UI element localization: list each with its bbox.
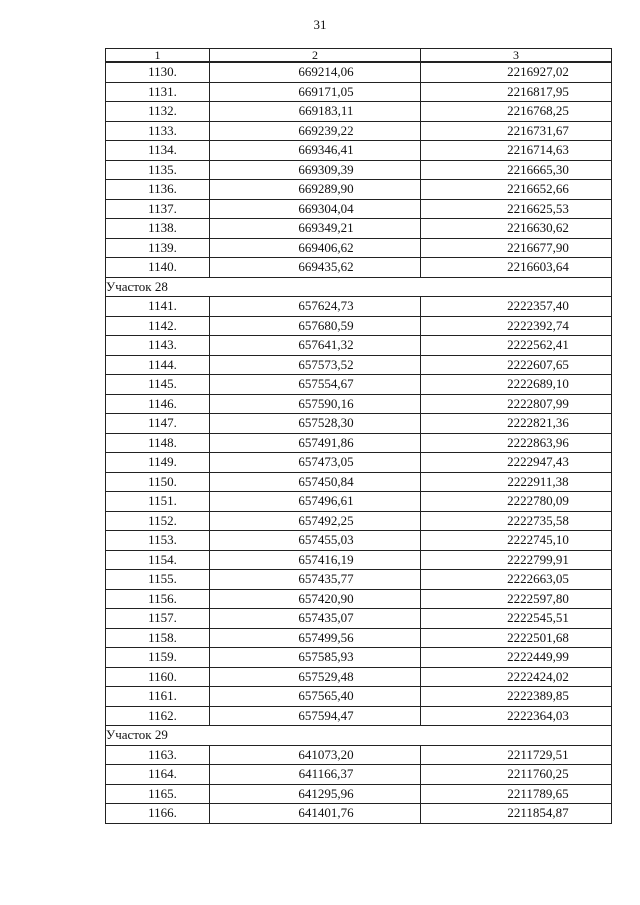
y-coordinate-cell-text: 2216665,30 [507, 161, 569, 177]
point-number-cell-text: 1134. [148, 142, 177, 157]
point-number-cell [106, 706, 210, 726]
y-coordinate-cell-text: 2216927,02 [507, 64, 569, 79]
point-number-cell-text: 1162. [148, 707, 177, 723]
y-coordinate-cell-text: 2216603,64 [507, 259, 569, 274]
x-coordinate-cell [210, 609, 421, 629]
x-coordinate-cell-text: 657573,52 [298, 356, 354, 372]
y-coordinate-cell-text: 2222449,99 [507, 649, 569, 664]
x-coordinate-cell [210, 531, 421, 551]
section-label: Участок 28 [106, 277, 612, 297]
point-number-cell-text: 1158. [148, 629, 177, 645]
x-coordinate-cell-text: 657450,84 [298, 473, 354, 489]
point-number-cell-text: 1132. [148, 103, 177, 118]
x-coordinate-cell-text: 657641,32 [298, 337, 354, 352]
table-row [106, 336, 612, 356]
x-coordinate-cell-text: 657529,48 [298, 668, 354, 684]
table-row [106, 238, 612, 258]
x-coordinate-cell-text: 669304,04 [298, 200, 354, 216]
x-coordinate-cell [210, 355, 421, 375]
table-row [106, 648, 612, 668]
point-number-cell [106, 180, 210, 200]
y-coordinate-cell [421, 62, 612, 82]
point-number-cell-text: 1151. [148, 493, 177, 508]
table-row [106, 219, 612, 239]
point-number-cell [106, 745, 210, 765]
table-row [106, 784, 612, 804]
y-coordinate-cell [421, 394, 612, 414]
x-coordinate-cell [210, 62, 421, 82]
coordinates-table [105, 48, 612, 824]
y-coordinate-cell [421, 784, 612, 804]
y-coordinate-cell [421, 628, 612, 648]
point-number-cell [106, 316, 210, 336]
point-number-cell [106, 394, 210, 414]
x-coordinate-cell-text: 657420,90 [298, 590, 354, 606]
table-row [106, 102, 612, 122]
x-coordinate-cell-text: 641166,37 [298, 766, 354, 781]
y-coordinate-cell [421, 180, 612, 200]
point-number-cell [106, 687, 210, 707]
x-coordinate-cell [210, 316, 421, 336]
point-number-cell-text: 1139. [148, 239, 177, 255]
x-coordinate-cell-text: 641401,76 [298, 805, 354, 820]
point-number-cell [106, 433, 210, 453]
x-coordinate-cell-text: 657565,40 [298, 688, 354, 703]
y-coordinate-cell-text: 2222424,02 [507, 668, 569, 684]
table-row [106, 375, 612, 395]
y-coordinate-cell-text: 2211760,25 [507, 766, 569, 781]
y-coordinate-cell-text: 2222689,10 [507, 376, 569, 391]
y-coordinate-cell-text: 2222780,09 [507, 493, 569, 508]
y-coordinate-cell-text: 2216768,25 [507, 103, 569, 118]
point-number-cell-text: 1160. [148, 668, 177, 684]
x-coordinate-cell-text: 657455,03 [298, 532, 354, 547]
y-coordinate-cell-text: 2222607,65 [507, 356, 569, 372]
point-number-cell [106, 511, 210, 531]
x-coordinate-cell [210, 219, 421, 239]
x-coordinate-cell [210, 375, 421, 395]
point-number-cell-text: 1130. [148, 64, 177, 79]
x-coordinate-cell-text: 657528,30 [298, 415, 354, 430]
table-row [106, 297, 612, 317]
x-coordinate-cell [210, 511, 421, 531]
point-number-cell-text: 1143. [148, 337, 177, 352]
point-number-cell [106, 784, 210, 804]
y-coordinate-cell-text: 2216731,67 [507, 122, 569, 138]
y-coordinate-cell [421, 102, 612, 122]
table-header-row [106, 49, 612, 63]
point-number-cell [106, 199, 210, 219]
table-row [106, 141, 612, 161]
x-coordinate-cell-text: 657496,61 [298, 493, 354, 508]
x-coordinate-cell [210, 121, 421, 141]
point-number-cell [106, 355, 210, 375]
point-number-cell [106, 609, 210, 629]
point-number-cell [106, 141, 210, 161]
table-row [106, 628, 612, 648]
x-coordinate-cell [210, 570, 421, 590]
point-number-cell-text: 1131. [148, 83, 177, 99]
point-number-cell-text: 1165. [148, 785, 177, 801]
y-coordinate-cell [421, 414, 612, 434]
y-coordinate-cell [421, 492, 612, 512]
x-coordinate-cell-text: 669435,62 [298, 259, 354, 274]
y-coordinate-cell-text: 2211854,87 [507, 805, 569, 820]
coordinates-table-body [106, 49, 612, 824]
x-coordinate-cell-text: 657492,25 [298, 512, 354, 528]
header-col-1: 1 [106, 49, 210, 63]
y-coordinate-cell [421, 82, 612, 102]
point-number-cell-text: 1148. [148, 434, 177, 450]
x-coordinate-cell-text: 657585,93 [298, 649, 354, 664]
x-coordinate-cell-text: 641295,96 [298, 785, 354, 801]
x-coordinate-cell-text: 669406,62 [298, 239, 354, 255]
section-label: Участок 29 [106, 726, 612, 746]
point-number-cell [106, 336, 210, 356]
x-coordinate-cell-text: 657491,86 [298, 434, 354, 450]
x-coordinate-cell [210, 648, 421, 668]
point-number-cell [106, 62, 210, 82]
point-number-cell [106, 570, 210, 590]
table-row [106, 258, 612, 278]
x-coordinate-cell-text: 657473,05 [298, 454, 354, 469]
y-coordinate-cell [421, 219, 612, 239]
point-number-cell-text: 1149. [148, 454, 177, 469]
x-coordinate-cell-text: 669239,22 [298, 122, 354, 138]
x-coordinate-cell [210, 160, 421, 180]
x-coordinate-cell [210, 102, 421, 122]
x-coordinate-cell-text: 657594,47 [298, 707, 354, 723]
x-coordinate-cell-text: 669214,06 [298, 64, 354, 79]
table-row [106, 667, 612, 687]
y-coordinate-cell [421, 316, 612, 336]
table-row [106, 589, 612, 609]
point-number-cell [106, 492, 210, 512]
x-coordinate-cell [210, 765, 421, 785]
table-row [106, 82, 612, 102]
y-coordinate-cell-text: 2216652,66 [507, 181, 569, 196]
x-coordinate-cell-text: 641073,20 [298, 746, 354, 762]
y-coordinate-cell-text: 2222947,43 [507, 454, 569, 469]
x-coordinate-cell-text: 657435,07 [298, 610, 354, 625]
y-coordinate-cell-text: 2222501,68 [507, 629, 569, 645]
header-col-3: 3 [421, 49, 612, 63]
section-row [106, 726, 612, 746]
y-coordinate-cell [421, 238, 612, 258]
x-coordinate-cell [210, 180, 421, 200]
point-number-cell-text: 1141. [148, 298, 177, 313]
y-coordinate-cell [421, 706, 612, 726]
point-number-cell [106, 238, 210, 258]
point-number-cell [106, 121, 210, 141]
x-coordinate-cell-text: 669171,05 [298, 83, 354, 99]
y-coordinate-cell-text: 2222745,10 [507, 532, 569, 547]
y-coordinate-cell [421, 297, 612, 317]
point-number-cell [106, 550, 210, 570]
point-number-cell [106, 648, 210, 668]
x-coordinate-cell [210, 550, 421, 570]
point-number-cell [106, 531, 210, 551]
point-number-cell-text: 1156. [148, 590, 177, 606]
table-row [106, 355, 612, 375]
y-coordinate-cell [421, 336, 612, 356]
y-coordinate-cell [421, 160, 612, 180]
point-number-cell [106, 589, 210, 609]
point-number-cell-text: 1138. [148, 220, 177, 235]
table-row [106, 414, 612, 434]
point-number-cell-text: 1159. [148, 649, 177, 664]
y-coordinate-cell-text: 2222807,99 [507, 395, 569, 411]
x-coordinate-cell [210, 492, 421, 512]
y-coordinate-cell [421, 765, 612, 785]
point-number-cell [106, 667, 210, 687]
table-row [106, 511, 612, 531]
point-number-cell-text: 1144. [148, 356, 177, 372]
point-number-cell-text: 1154. [148, 551, 177, 567]
y-coordinate-cell [421, 667, 612, 687]
x-coordinate-cell-text: 669349,21 [298, 220, 354, 235]
y-coordinate-cell [421, 141, 612, 161]
x-coordinate-cell-text: 657499,56 [298, 629, 354, 645]
y-coordinate-cell [421, 121, 612, 141]
table-row [106, 706, 612, 726]
x-coordinate-cell [210, 199, 421, 219]
table-row [106, 492, 612, 512]
y-coordinate-cell-text: 2216677,90 [507, 239, 569, 255]
x-coordinate-cell-text: 657680,59 [298, 317, 354, 333]
y-coordinate-cell [421, 433, 612, 453]
x-coordinate-cell-text: 669289,90 [298, 181, 354, 196]
y-coordinate-cell [421, 199, 612, 219]
point-number-cell [106, 375, 210, 395]
point-number-cell-text: 1153. [148, 532, 177, 547]
point-number-cell [106, 297, 210, 317]
x-coordinate-cell-text: 669183,11 [298, 103, 354, 118]
y-coordinate-cell-text: 2222663,05 [507, 571, 569, 586]
x-coordinate-cell [210, 706, 421, 726]
x-coordinate-cell [210, 297, 421, 317]
x-coordinate-cell [210, 414, 421, 434]
point-number-cell [106, 82, 210, 102]
header-col-2: 2 [210, 49, 421, 63]
y-coordinate-cell-text: 2222545,51 [507, 610, 569, 625]
y-coordinate-cell [421, 589, 612, 609]
y-coordinate-cell [421, 511, 612, 531]
x-coordinate-cell [210, 745, 421, 765]
y-coordinate-cell [421, 687, 612, 707]
point-number-cell [106, 258, 210, 278]
y-coordinate-cell-text: 2222392,74 [507, 317, 569, 333]
section-row [106, 277, 612, 297]
point-number-cell [106, 160, 210, 180]
x-coordinate-cell [210, 258, 421, 278]
y-coordinate-cell [421, 804, 612, 824]
y-coordinate-cell-text: 2216817,95 [507, 83, 569, 99]
y-coordinate-cell-text: 2222364,03 [507, 707, 569, 723]
table-row [106, 804, 612, 824]
point-number-cell-text: 1146. [148, 395, 177, 411]
point-number-cell-text: 1135. [148, 161, 177, 177]
y-coordinate-cell-text: 2222863,96 [507, 434, 569, 450]
y-coordinate-cell [421, 570, 612, 590]
y-coordinate-cell [421, 648, 612, 668]
y-coordinate-cell [421, 472, 612, 492]
x-coordinate-cell-text: 669346,41 [298, 142, 354, 157]
y-coordinate-cell [421, 258, 612, 278]
y-coordinate-cell [421, 745, 612, 765]
table-row [106, 316, 612, 336]
table-row [106, 394, 612, 414]
x-coordinate-cell [210, 784, 421, 804]
table-row [106, 453, 612, 473]
x-coordinate-cell [210, 687, 421, 707]
y-coordinate-cell-text: 2216625,53 [507, 200, 569, 216]
table-row [106, 160, 612, 180]
point-number-cell-text: 1150. [148, 473, 177, 489]
table-row [106, 62, 612, 82]
point-number-cell-text: 1140. [148, 259, 177, 274]
x-coordinate-cell [210, 336, 421, 356]
x-coordinate-cell-text: 657624,73 [298, 298, 354, 313]
table-row [106, 687, 612, 707]
y-coordinate-cell-text: 2222389,85 [507, 688, 569, 703]
x-coordinate-cell-text: 657554,67 [298, 376, 354, 391]
table-row [106, 609, 612, 629]
x-coordinate-cell-text: 657435,77 [298, 571, 354, 586]
point-number-cell-text: 1133. [148, 122, 177, 138]
y-coordinate-cell-text: 2222735,58 [507, 512, 569, 528]
y-coordinate-cell [421, 531, 612, 551]
x-coordinate-cell [210, 472, 421, 492]
point-number-cell [106, 804, 210, 824]
point-number-cell-text: 1147. [148, 415, 177, 430]
y-coordinate-cell [421, 453, 612, 473]
x-coordinate-cell [210, 628, 421, 648]
x-coordinate-cell-text: 657590,16 [298, 395, 354, 411]
y-coordinate-cell-text: 2222597,80 [507, 590, 569, 606]
point-number-cell-text: 1157. [148, 610, 177, 625]
table-row [106, 765, 612, 785]
table-row [106, 121, 612, 141]
point-number-cell [106, 628, 210, 648]
point-number-cell [106, 102, 210, 122]
point-number-cell [106, 219, 210, 239]
x-coordinate-cell [210, 141, 421, 161]
y-coordinate-cell-text: 2222799,91 [507, 551, 569, 567]
x-coordinate-cell-text: 657416,19 [298, 551, 354, 567]
table-row [106, 180, 612, 200]
y-coordinate-cell [421, 609, 612, 629]
x-coordinate-cell [210, 589, 421, 609]
point-number-cell-text: 1137. [148, 200, 177, 216]
table-row [106, 745, 612, 765]
y-coordinate-cell [421, 375, 612, 395]
x-coordinate-cell [210, 804, 421, 824]
y-coordinate-cell-text: 2222562,41 [507, 337, 569, 352]
table-row [106, 199, 612, 219]
table-row [106, 570, 612, 590]
point-number-cell [106, 472, 210, 492]
point-number-cell-text: 1164. [148, 766, 177, 781]
y-coordinate-cell-text: 2222911,38 [507, 473, 569, 489]
x-coordinate-cell [210, 433, 421, 453]
table-row [106, 433, 612, 453]
y-coordinate-cell-text: 2211729,51 [507, 746, 569, 762]
y-coordinate-cell [421, 355, 612, 375]
x-coordinate-cell [210, 238, 421, 258]
page-number: 31 [313, 17, 327, 32]
point-number-cell-text: 1145. [148, 376, 177, 391]
point-number-cell [106, 765, 210, 785]
point-number-cell-text: 1152. [148, 512, 177, 528]
x-coordinate-cell [210, 453, 421, 473]
x-coordinate-cell [210, 82, 421, 102]
y-coordinate-cell-text: 2211789,65 [507, 785, 569, 801]
x-coordinate-cell-text: 669309,39 [298, 161, 354, 177]
x-coordinate-cell [210, 667, 421, 687]
point-number-cell-text: 1166. [148, 805, 177, 820]
y-coordinate-cell [421, 550, 612, 570]
point-number-cell-text: 1163. [148, 746, 177, 762]
y-coordinate-cell-text: 2216630,62 [507, 220, 569, 235]
table-row [106, 472, 612, 492]
point-number-cell [106, 414, 210, 434]
table-row [106, 531, 612, 551]
y-coordinate-cell-text: 2216714,63 [507, 142, 569, 157]
y-coordinate-cell-text: 2222357,40 [507, 298, 569, 313]
point-number-cell-text: 1155. [148, 571, 177, 586]
x-coordinate-cell [210, 394, 421, 414]
y-coordinate-cell-text: 2222821,36 [507, 415, 569, 430]
point-number-cell-text: 1161. [148, 688, 177, 703]
point-number-cell [106, 453, 210, 473]
point-number-cell-text: 1142. [148, 317, 177, 333]
table-row [106, 550, 612, 570]
point-number-cell-text: 1136. [148, 181, 177, 196]
